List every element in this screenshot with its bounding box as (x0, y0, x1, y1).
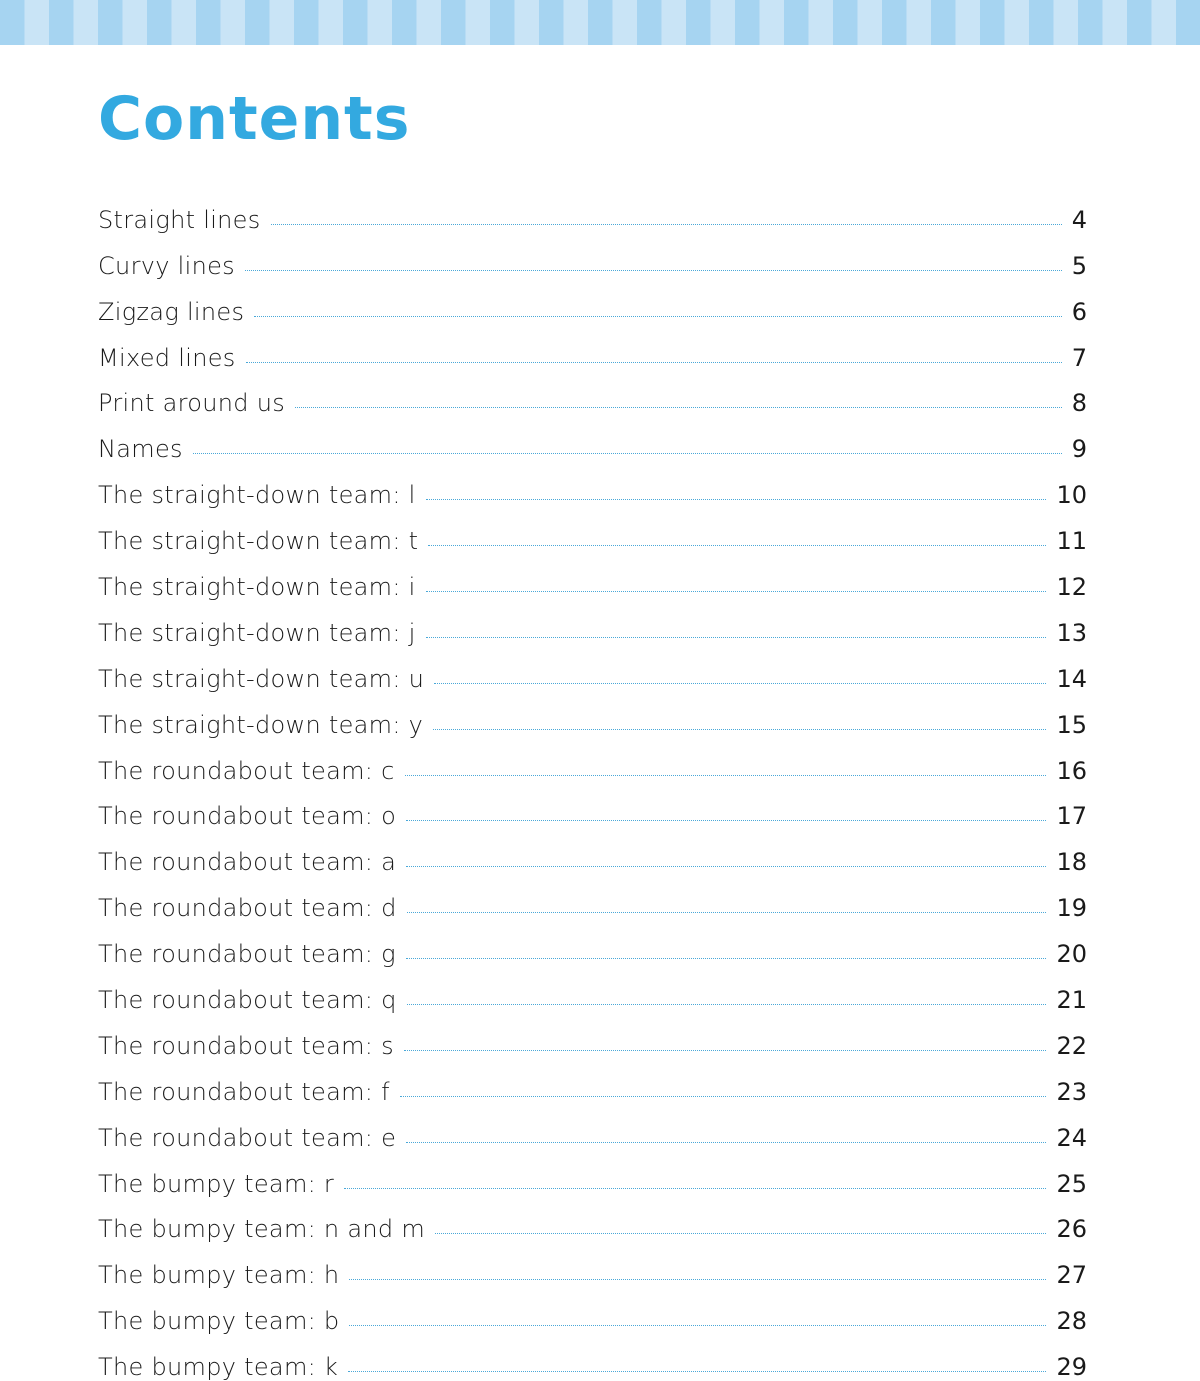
dot-leader (406, 958, 1047, 959)
toc-entry (98, 922, 1087, 968)
toc-entry-label: The roundabout team: d (98, 894, 397, 923)
dot-leader (426, 637, 1047, 638)
toc-entry (98, 647, 1087, 693)
toc-entry-page: 20 (1056, 940, 1087, 969)
toc-entry (98, 1289, 1087, 1335)
toc-entry-page: 4 (1071, 205, 1087, 234)
dot-leader (426, 499, 1047, 500)
toc-entry (98, 188, 1087, 234)
toc-entry-page: 29 (1056, 1353, 1087, 1381)
toc-entry-page: 10 (1056, 481, 1087, 510)
dot-leader (428, 545, 1046, 546)
toc-entry-label: The bumpy team: b (98, 1307, 340, 1336)
toc-entry-page: 16 (1056, 756, 1087, 785)
toc-entry-label: The straight-down team: u (98, 664, 425, 693)
dot-leader (348, 1371, 1046, 1372)
toc-entry (98, 1106, 1087, 1152)
toc-entry (98, 968, 1087, 1014)
toc-entry-label: Straight lines (98, 205, 261, 234)
toc-entry (98, 234, 1087, 280)
dot-leader (407, 912, 1047, 913)
toc-entry-label: The roundabout team: s (98, 1031, 394, 1060)
toc-entry-page: 28 (1056, 1307, 1087, 1336)
toc-entry-label: The straight-down team: i (98, 573, 416, 602)
dot-leader (254, 316, 1061, 317)
dot-leader (349, 1279, 1046, 1280)
dot-leader (404, 1050, 1047, 1051)
dot-leader (193, 453, 1062, 454)
toc-entry-label: Curvy lines (98, 251, 235, 280)
toc-entry (98, 1198, 1087, 1244)
dot-leader (271, 224, 1062, 225)
toc-entry-label: The roundabout team: e (98, 1123, 397, 1152)
toc-entry-label: The roundabout team: f (98, 1077, 390, 1106)
toc-entry-label: The bumpy team: h (98, 1261, 340, 1290)
toc-entry-page: 8 (1071, 389, 1087, 418)
toc-entry-label: Names (98, 435, 183, 464)
toc-entry-page: 13 (1056, 618, 1087, 647)
toc-entry-page: 11 (1056, 527, 1087, 556)
dot-leader (405, 775, 1047, 776)
dot-leader (406, 820, 1046, 821)
decorative-stripe-banner (0, 0, 1200, 45)
toc-entry-page: 14 (1056, 664, 1087, 693)
toc-entry-label: The roundabout team: o (98, 802, 397, 831)
toc-entry (98, 1152, 1087, 1198)
dot-leader (426, 591, 1047, 592)
toc-entry (98, 280, 1087, 326)
toc-entry-label: The straight-down team: l (98, 481, 416, 510)
dot-leader (400, 1096, 1047, 1097)
toc-entry (98, 876, 1087, 922)
page-title: Contents (98, 84, 411, 154)
dot-leader (433, 729, 1046, 730)
dot-leader (407, 1004, 1047, 1005)
toc-entry (98, 326, 1087, 372)
toc-entry-page: 24 (1056, 1123, 1087, 1152)
toc-entry-page: 5 (1071, 251, 1087, 280)
toc-entry (98, 1335, 1087, 1381)
toc-entry (98, 785, 1087, 831)
toc-entry (98, 463, 1087, 509)
toc-entry (98, 1060, 1087, 1106)
toc-entry (98, 372, 1087, 418)
toc-entry-label: The straight-down team: j (98, 618, 416, 647)
dot-leader (406, 1142, 1046, 1143)
toc-entry (98, 1243, 1087, 1289)
toc-entry-label: The bumpy team: r (98, 1169, 335, 1198)
toc-entry (98, 417, 1087, 463)
toc-entry-page: 18 (1056, 848, 1087, 877)
toc-entry-page: 9 (1071, 435, 1087, 464)
toc-entry-page: 22 (1056, 1031, 1087, 1060)
toc-entry-page: 6 (1071, 297, 1087, 326)
toc-entry-page: 26 (1056, 1215, 1087, 1244)
toc-entry-page: 15 (1056, 710, 1087, 739)
dot-leader (434, 683, 1046, 684)
toc-entry-page: 17 (1056, 802, 1087, 831)
toc-entry (98, 1014, 1087, 1060)
toc-entry-page: 19 (1056, 894, 1087, 923)
dot-leader (349, 1325, 1046, 1326)
toc-entry-label: The bumpy team: k (98, 1353, 339, 1381)
toc-entry-label: Zigzag lines (98, 297, 245, 326)
toc-entry-page: 23 (1056, 1077, 1087, 1106)
toc-entry-label: The straight-down team: t (98, 527, 419, 556)
dot-leader (295, 407, 1062, 408)
toc-entry-page: 27 (1056, 1261, 1087, 1290)
toc-entry-label: Mixed lines (98, 343, 236, 372)
dot-leader (246, 362, 1062, 363)
toc-entry (98, 693, 1087, 739)
toc-entry-label: The roundabout team: c (98, 756, 395, 785)
toc-entry-label: The roundabout team: q (98, 986, 397, 1015)
toc-entry (98, 830, 1087, 876)
toc-entry-label: The bumpy team: n and m (98, 1215, 426, 1244)
toc-entry-label: The roundabout team: g (98, 940, 396, 969)
dot-leader (406, 866, 1046, 867)
dot-leader (245, 270, 1062, 271)
toc-entry-label: Print around us (98, 389, 286, 418)
toc-entry-page: 7 (1071, 343, 1087, 372)
dot-leader (435, 1233, 1046, 1234)
toc-entry (98, 555, 1087, 601)
toc-entry-page: 12 (1056, 573, 1087, 602)
toc-entry-page: 21 (1056, 986, 1087, 1015)
dot-leader (344, 1188, 1046, 1189)
toc-entry-label: The straight-down team: y (98, 710, 424, 739)
toc-entry-label: The roundabout team: a (98, 848, 397, 877)
toc-entry (98, 601, 1087, 647)
toc-entry-page: 25 (1056, 1169, 1087, 1198)
table-of-contents (98, 188, 1087, 1381)
toc-entry (98, 509, 1087, 555)
toc-entry (98, 739, 1087, 785)
